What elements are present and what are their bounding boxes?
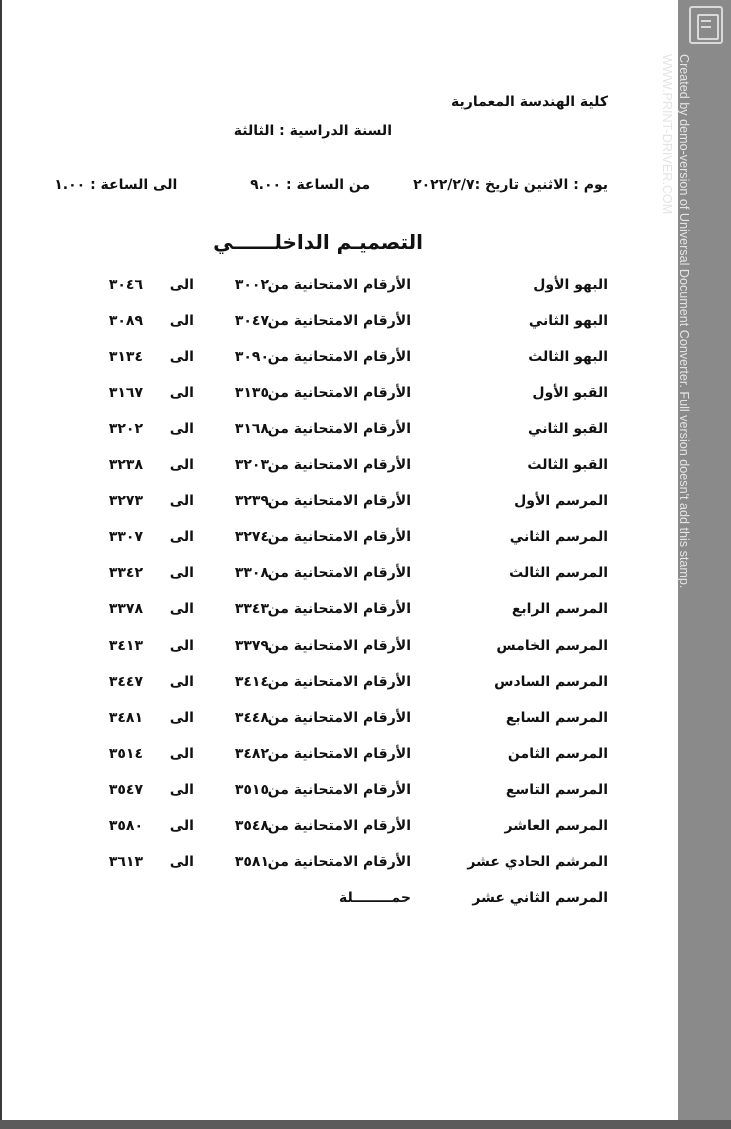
room-name: المرسم الثالث — [509, 565, 608, 581]
range-end-number: ٣١٦٧ — [108, 385, 143, 401]
range-start-number: ٣٤٨٢ — [234, 746, 269, 762]
exam-numbers-label: الأرقام الامتحانية من — [267, 277, 411, 293]
exam-numbers-label: الأرقام الامتحانية من — [267, 385, 411, 401]
exam-date-line — [54, 176, 608, 194]
range-to-label: الى — [169, 746, 194, 762]
room-name: البهو الثاني — [528, 313, 608, 329]
exam-start-time: من الساعة : ٩.٠٠ — [250, 177, 371, 193]
table-row — [2, 420, 678, 440]
department-title: التصميـم الداخلــــــي — [213, 230, 423, 254]
range-start-number: ٣٤١٤ — [234, 674, 269, 690]
room-name: المرسم الثاني عشر — [472, 890, 608, 906]
range-to-label: الى — [169, 782, 194, 798]
range-to-label: الى — [169, 818, 194, 834]
table-row — [2, 673, 678, 693]
range-end-number: ٣٥١٤ — [108, 746, 143, 762]
converter-stamp-text — [658, 54, 692, 588]
room-name: المرسم الأول — [514, 493, 608, 509]
range-to-label: الى — [169, 638, 194, 654]
range-to-label: الى — [169, 601, 194, 617]
table-row — [2, 528, 678, 548]
academic-year: السنة الدراسية : الثالثة — [233, 123, 392, 139]
room-name: القبو الثالث — [527, 457, 608, 473]
table-row — [2, 276, 678, 296]
range-end-number: ٣٣٠٧ — [108, 529, 143, 545]
exam-day-date: يوم : الاثنين تاريخ :٢٠٢٢/٢/٧ — [413, 177, 608, 193]
exam-numbers-label: الأرقام الامتحانية من — [267, 313, 411, 329]
room-name: المرسم الثاني — [509, 529, 608, 545]
table-row — [2, 853, 678, 873]
table-row — [2, 312, 678, 332]
stamp-line-2: WWW.PRINT-DRIVER.COM — [660, 54, 674, 215]
exam-numbers-label: الأرقام الامتحانية من — [267, 674, 411, 690]
exam-numbers-label: الأرقام الامتحانية من — [267, 818, 411, 834]
range-to-label: الى — [169, 313, 194, 329]
table-row — [2, 817, 678, 837]
room-name: البهو الثالث — [528, 349, 608, 365]
table-row — [2, 709, 678, 729]
range-start-number: ٣٥٤٨ — [234, 818, 269, 834]
range-start-number: ٣٠٠٢ — [234, 277, 269, 293]
range-end-number: ٣٤٤٧ — [108, 674, 143, 690]
room-name: المرسم الثامن — [507, 746, 608, 762]
room-name: القبو الثاني — [528, 421, 608, 437]
exam-end-time: الى الساعة : ١.٠٠ — [54, 177, 178, 193]
range-start-number: ٣٥١٥ — [234, 782, 269, 798]
range-end-number: ٣٤١٣ — [108, 638, 143, 654]
range-to-label: الى — [169, 854, 194, 870]
range-start-number: ٣٠٤٧ — [234, 313, 269, 329]
range-end-number: ٣٠٨٩ — [108, 313, 143, 329]
exam-numbers-label: الأرقام الامتحانية من — [267, 565, 411, 581]
range-end-number: ٣٢٠٢ — [108, 421, 143, 437]
room-name: المرسم السادس — [494, 674, 608, 690]
range-to-label: الى — [169, 493, 194, 509]
table-row — [2, 564, 678, 584]
range-to-label: الى — [169, 710, 194, 726]
range-to-label: الى — [169, 349, 194, 365]
range-end-number: ٣٤٨١ — [108, 710, 143, 726]
table-row — [2, 745, 678, 765]
range-end-number: ٣٦١٣ — [108, 854, 143, 870]
table-row — [2, 781, 678, 801]
range-to-label: الى — [169, 421, 194, 437]
range-to-label: الى — [169, 385, 194, 401]
table-row — [2, 637, 678, 657]
page-bottom-border — [0, 1120, 731, 1129]
range-end-number: ٣١٣٤ — [108, 349, 143, 365]
range-to-label: الى — [169, 674, 194, 690]
exam-numbers-label: الأرقام الامتحانية من — [267, 746, 411, 762]
exam-numbers-label: الأرقام الامتحانية من — [267, 601, 411, 617]
table-row — [2, 384, 678, 404]
exam-numbers-label: الأرقام الامتحانية من — [267, 638, 411, 654]
document-page — [2, 0, 678, 1120]
range-start-number: ٣١٦٨ — [234, 421, 269, 437]
range-start-number: ٣٢٠٣ — [234, 457, 269, 473]
range-end-number: ٣٥٨٠ — [108, 818, 143, 834]
exam-numbers-label: الأرقام الامتحانية من — [267, 421, 411, 437]
range-start-number: ٣٣٠٨ — [234, 565, 269, 581]
range-end-number: ٣٢٧٣ — [108, 493, 143, 509]
room-name: المرسم السابع — [505, 710, 608, 726]
room-name: المرسم الرابع — [511, 601, 608, 617]
range-end-number: ٣٥٤٧ — [108, 782, 143, 798]
room-name: المرسم الخامس — [496, 638, 608, 654]
table-row — [2, 348, 678, 368]
exam-numbers-label: الأرقام الامتحانية من — [267, 710, 411, 726]
table-row — [2, 600, 678, 620]
exam-numbers-label: الأرقام الامتحانية من — [267, 854, 411, 870]
exam-numbers-label: الأرقام الامتحانية من — [267, 457, 411, 473]
range-end-number: ٣٣٤٢ — [108, 565, 143, 581]
exam-numbers-label: الأرقام الامتحانية من — [267, 493, 411, 509]
converter-logo-icon — [689, 6, 723, 44]
room-note: حمــــــــلة — [339, 890, 411, 906]
range-start-number: ٣٤٤٨ — [234, 710, 269, 726]
range-end-number: ٣٠٤٦ — [108, 277, 143, 293]
range-start-number: ٣٣٤٣ — [234, 601, 269, 617]
range-start-number: ٣٢٣٩ — [234, 493, 269, 509]
room-name: القبو الأول — [532, 385, 608, 401]
range-end-number: ٣٢٣٨ — [108, 457, 143, 473]
range-to-label: الى — [169, 529, 194, 545]
room-name: البهو الأول — [533, 277, 608, 293]
range-end-number: ٣٣٧٨ — [108, 601, 143, 617]
exam-numbers-label: الأرقام الامتحانية من — [267, 529, 411, 545]
table-row — [2, 456, 678, 476]
exam-numbers-label: الأرقام الامتحانية من — [267, 349, 411, 365]
range-to-label: الى — [169, 457, 194, 473]
table-row — [2, 889, 678, 909]
exam-numbers-label: الأرقام الامتحانية من — [267, 782, 411, 798]
table-row — [2, 492, 678, 512]
range-start-number: ٣٥٨١ — [234, 854, 269, 870]
room-name: المرسم العاشر — [504, 818, 608, 834]
stamp-line-1: Created by demo-version of Universal Document Converter. Full version doesn't add this stamp. — [677, 54, 691, 589]
room-name: المرشم الحادي عشر — [467, 854, 608, 870]
range-start-number: ٣٠٩٠ — [234, 349, 269, 365]
room-name: المرسم التاسع — [505, 782, 608, 798]
range-start-number: ٣١٣٥ — [234, 385, 269, 401]
range-to-label: الى — [169, 277, 194, 293]
range-start-number: ٣٣٧٩ — [234, 638, 269, 654]
faculty-name: كلية الهندسة المعمارية — [451, 94, 608, 110]
range-to-label: الى — [169, 565, 194, 581]
range-start-number: ٣٢٧٤ — [234, 529, 269, 545]
